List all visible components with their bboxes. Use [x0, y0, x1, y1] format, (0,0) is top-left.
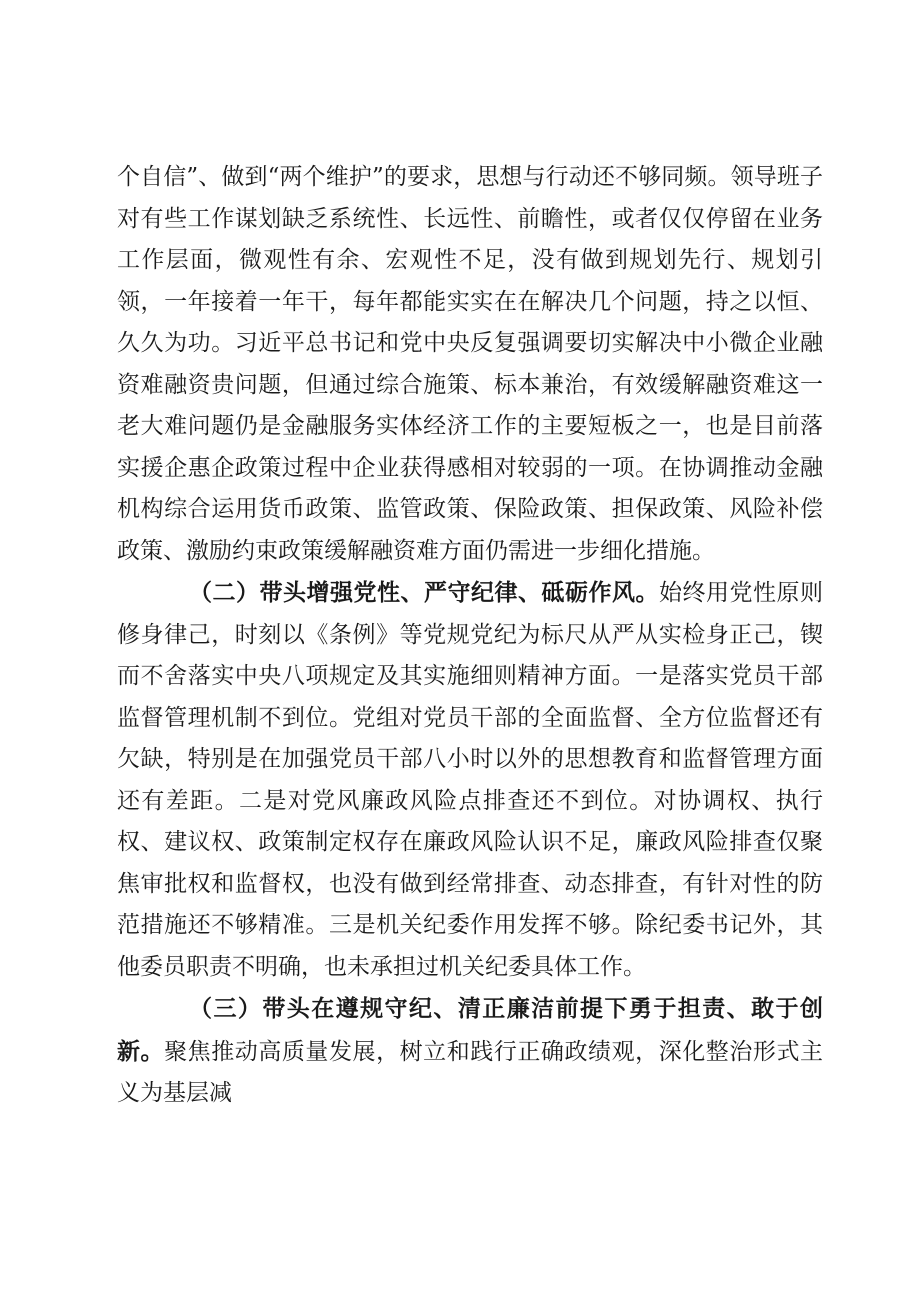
paragraph-continuation	[117, 157, 823, 572]
paragraph-text: 聚焦推动高质量发展，树立和践行正确政绩观，深化整治形式主义为基层减	[117, 1038, 824, 1106]
paragraph-text: 始终用党性原则修身律己，时刻以《条例》等党规党纪为标尺从严从实检身正己，锲而不舍落实中央八项规定及其实施细则精神方面。一是落实党员干部监督管理机制不到位。党组对党员干部的全面监督、全方位监督还有欠缺，特别是在加强党员干部八小时以外的思想教育和监督管理方面还有差距。二是对党风廉政风险点排查还不到位。对协调权、执行权、建议权、政策制定权存在廉政风险认识不足，廉政风险排查仅聚焦审批权和监督权，也没有做到经常排查、动态排查，有针对性的防范措施还不够精准。三是机关纪委作用发挥不够。除纪委书记外，其他委员职责不明确，也未承担过机关纪委具体工作。	[117, 580, 823, 980]
paragraph-section-2	[117, 572, 823, 988]
paragraph-section-3	[117, 988, 823, 1115]
section-heading: （二）带头增强党性、严守纪律、砥砺作风。	[189, 579, 659, 606]
section-heading: （三）带头在遵规守纪、清正廉洁前提下勇于担责、敢于创新。	[117, 995, 823, 1065]
document-body	[117, 157, 823, 1115]
paragraph-text: 个自信”、做到“两个维护”的要求，思想与行动还不够同频。领导班子对有些工作谋划缺乏系统性、长远性、前瞻性，或者仅仅停留在业务工作层面，微观性有余、宏观性不足，没有做到规划先行、规划引领，一年接着一年干，每年都能实实在在解决几个问题，持之以恒、久久为功。习近平总书记和党中央反复强调要切实解决中小微企业融资难融资贵问题，但通过综合施策、标本兼治，有效缓解融资难这一老大难问题仍是金融服务实体经济工作的主要短板之一，也是目前落实援企惠企政策过程中企业获得感相对较弱的一项。在协调推动金融机构综合运用货币政策、监管政策、保险政策、担保政策、风险补偿政策、激励约束政策缓解融资难方面仍需进一步细化措施。	[117, 164, 823, 564]
